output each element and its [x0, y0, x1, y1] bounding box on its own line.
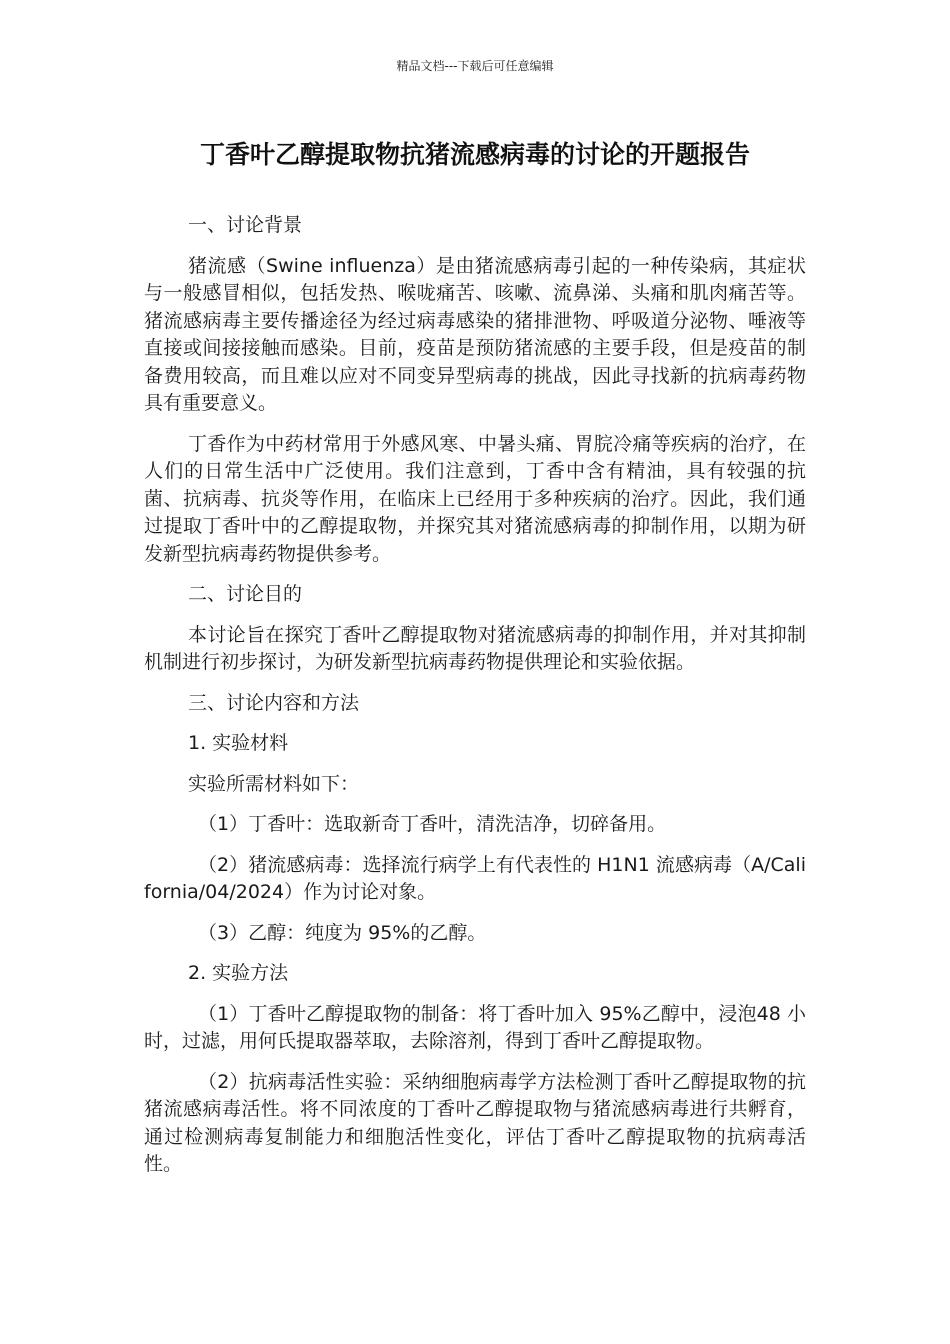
- page-header: 精品文档---下载后可任意编辑: [396, 59, 554, 73]
- subheading-materials: 1. 实验材料: [188, 732, 289, 754]
- section-heading-methods: 三、讨论内容和方法: [188, 691, 360, 714]
- list-item-method-antiviral: （2）抗病毒活性实验：采纳细胞病毒学方法检测丁香叶乙醇提取物的抗猪流感病毒活性。将不同浓度的丁香叶乙醇提取物与猪流感病毒进行共孵育，通过检测病毒复制能力和细胞活性变化，评估丁香叶乙醇提取物的抗病毒活性。: [144, 1070, 806, 1175]
- document-title: 丁香叶乙醇提取物抗猪流感病毒的讨论的开题报告: [199, 140, 750, 169]
- paragraph-materials-intro: 实验所需材料如下：: [188, 772, 360, 795]
- list-item-material-virus: （2）猪流感病毒：选择流行病学上有代表性的 H1N1 流感病毒（A/California/04/2024）作为讨论对象。: [144, 853, 806, 903]
- document-body: [144, 212, 806, 1192]
- paragraph-purpose: 本讨论旨在探究丁香叶乙醇提取物对猪流感病毒的抑制作用，并对其抑制机制进行初步探讨，为研发新型抗病毒药物提供理论和实验依据。: [144, 623, 806, 673]
- subheading-methods: 2. 实验方法: [188, 962, 289, 984]
- list-item-material-clove: （1）丁香叶：选取新奇丁香叶，清洗洁净，切碎备用。: [198, 813, 667, 835]
- paragraph-swine-flu-intro: 猪流感（Swine influenza）是由猪流感病毒引起的一种传染病，其症状与一般感冒相似，包括发热、喉咙痛苦、咳嗽、流鼻涕、头痛和肌肉痛苦等。猪流感病毒主要传播途径为经过病毒感染的猪排泄物、呼吸道分泌物、唾液等直接或间接接触而感染。目前，疫苗是预防猪流感的主要手段，但是疫苗的制备费用较高，而且难以应对不同变异型病毒的挑战，因此寻找新的抗病毒药物具有重要意义。: [144, 254, 806, 414]
- list-item-method-extraction: （1）丁香叶乙醇提取物的制备：将丁香叶加入 95%乙醇中，浸泡48 小时，过滤，用何氏提取器萃取，去除溶剂，得到丁香叶乙醇提取物。: [144, 1002, 806, 1052]
- section-heading-background: 一、讨论背景: [188, 214, 303, 236]
- paragraph-clove-background: 丁香作为中药材常用于外感风寒、中暑头痛、胃脘冷痛等疾病的治疗，在人们的日常生活中广泛使用。我们注意到，丁香中含有精油，具有较强的抗菌、抗病毒、抗炎等作用，在临床上已经用于多种疾病的治疗。因此，我们通过提取丁香叶中的乙醇提取物，并探究其对猪流感病毒的抑制作用，以期为研发新型抗病毒药物提供参考。: [144, 432, 806, 565]
- section-heading-purpose: 二、讨论目的: [188, 583, 303, 605]
- list-item-material-ethanol: （3）乙醇：纯度为 95%的乙醇。: [198, 921, 487, 944]
